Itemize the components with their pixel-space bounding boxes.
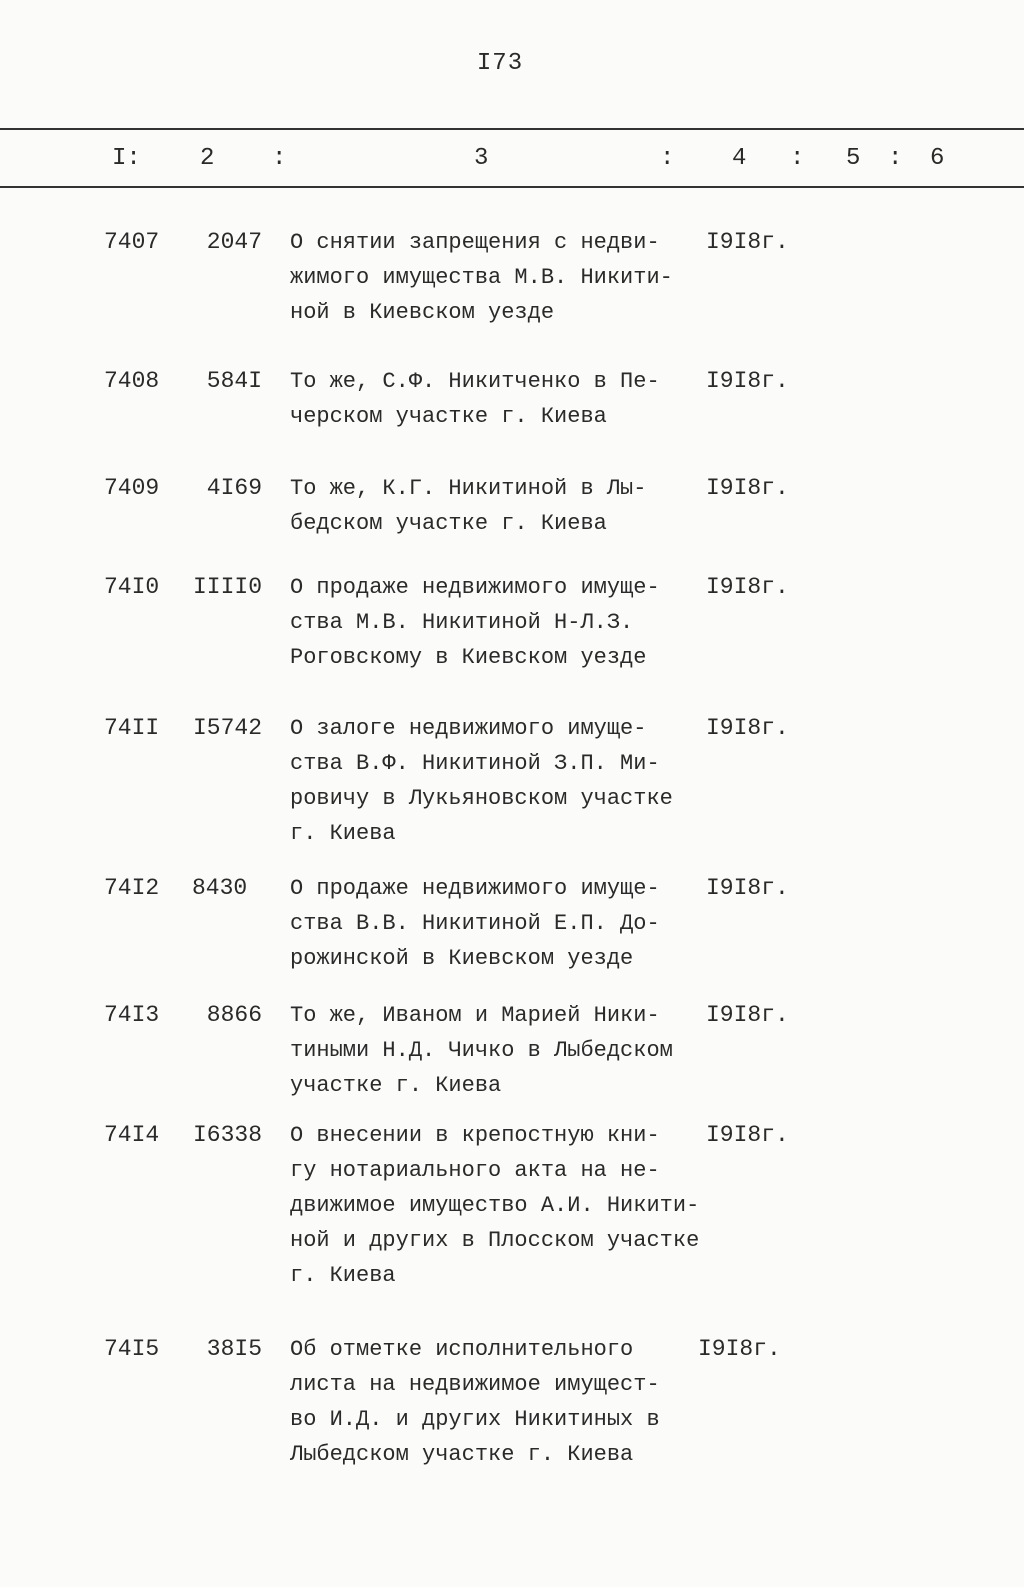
description-line: рожинской в Киевском уезде (290, 946, 634, 971)
record-number: 74I4 (104, 1122, 160, 1148)
header-separator: : (790, 145, 805, 172)
header-col-3: 3 (474, 145, 489, 172)
description-line: г. Киева (290, 1263, 396, 1288)
description-line: ства В.Ф. Никитиной З.П. Ми- (290, 751, 660, 776)
record-description (290, 1332, 720, 1472)
description-line: О продаже недвижимого имуще- (290, 575, 660, 600)
record-year: I9I8г. (706, 475, 789, 501)
header-separator: : (888, 145, 903, 172)
header-col-2: 2 (200, 145, 215, 172)
file-number: 38I5 (206, 1336, 262, 1362)
record-description (290, 711, 720, 851)
record-number: 74I5 (104, 1336, 160, 1362)
record-year: I9I8г. (698, 1336, 781, 1362)
page-number: I73 (476, 50, 524, 77)
description-line: ства В.В. Никитиной Е.П. До- (290, 911, 660, 936)
description-line: О снятии запрещения с недви- (290, 230, 660, 255)
header-col-5: 5 (846, 145, 861, 172)
record-description (290, 570, 720, 675)
description-line: гу нотариального акта на не- (290, 1158, 660, 1183)
description-line: ства М.В. Никитиной Н-Л.З. (290, 610, 634, 635)
description-line: бедском участке г. Киева (290, 511, 607, 536)
header-col-1: I: (112, 145, 141, 172)
record-number: 7409 (104, 475, 160, 501)
description-line: О внесении в крепостную кни- (290, 1123, 660, 1148)
header-col-6: 6 (930, 145, 945, 172)
record-year: I9I8г. (706, 1122, 789, 1148)
record-year: I9I8г. (706, 229, 789, 255)
file-number: 584I (206, 368, 262, 394)
record-description (290, 1118, 720, 1293)
record-description (290, 998, 720, 1103)
description-line: черском участке г. Киева (290, 404, 607, 429)
description-line: движимое имущество А.И. Никити- (290, 1193, 700, 1218)
header-separator: : (660, 145, 675, 172)
file-number: IIII0 (192, 574, 262, 600)
description-line: О продаже недвижимого имуще- (290, 876, 660, 901)
header-rule-top (0, 128, 1024, 130)
record-description (290, 225, 720, 330)
description-line: тиными Н.Д. Чичко в Лыбедском (290, 1038, 673, 1063)
description-line: ровичу в Лукьяновском участке (290, 786, 673, 811)
record-year: I9I8г. (706, 574, 789, 600)
record-number: 7407 (104, 229, 160, 255)
file-number: I5742 (192, 715, 262, 741)
description-line: листа на недвижимое имущест- (290, 1372, 660, 1397)
file-number: 4I69 (206, 475, 262, 501)
record-year: I9I8г. (706, 1002, 789, 1028)
record-number: 7408 (104, 368, 160, 394)
header-separator: : (272, 145, 287, 172)
description-line: То же, К.Г. Никитиной в Лы- (290, 476, 647, 501)
file-number: 8430 (192, 875, 248, 901)
description-line: Лыбедском участке г. Киева (290, 1442, 634, 1467)
record-description (290, 471, 720, 541)
record-description (290, 871, 720, 976)
header-col-4: 4 (732, 145, 747, 172)
description-line: во И.Д. и других Никитиных в (290, 1407, 660, 1432)
description-line: участке г. Киева (290, 1073, 502, 1098)
description-line: г. Киева (290, 821, 396, 846)
description-line: То же, Иваном и Марией Ники- (290, 1003, 660, 1028)
file-number: 2047 (206, 229, 262, 255)
record-number: 74I3 (104, 1002, 160, 1028)
header-rule-bottom (0, 186, 1024, 188)
record-number: 74I0 (104, 574, 160, 600)
description-line: О залоге недвижимого имуще- (290, 716, 647, 741)
description-line: жимого имущества М.В. Никити- (290, 265, 673, 290)
description-line: Роговскому в Киевском уезде (290, 645, 647, 670)
record-year: I9I8г. (706, 368, 789, 394)
file-number: 8866 (206, 1002, 262, 1028)
description-line: Об отметке исполнительного (290, 1337, 634, 1362)
record-number: 74II (104, 715, 160, 741)
record-number: 74I2 (104, 875, 160, 901)
description-line: ной и других в Плосском участке (290, 1228, 700, 1253)
description-line: То же, С.Ф. Никитченко в Пе- (290, 369, 660, 394)
file-number: I6338 (192, 1122, 262, 1148)
description-line: ной в Киевском уезде (290, 300, 555, 325)
record-year: I9I8г. (706, 875, 789, 901)
record-year: I9I8г. (706, 715, 789, 741)
record-description (290, 364, 720, 434)
